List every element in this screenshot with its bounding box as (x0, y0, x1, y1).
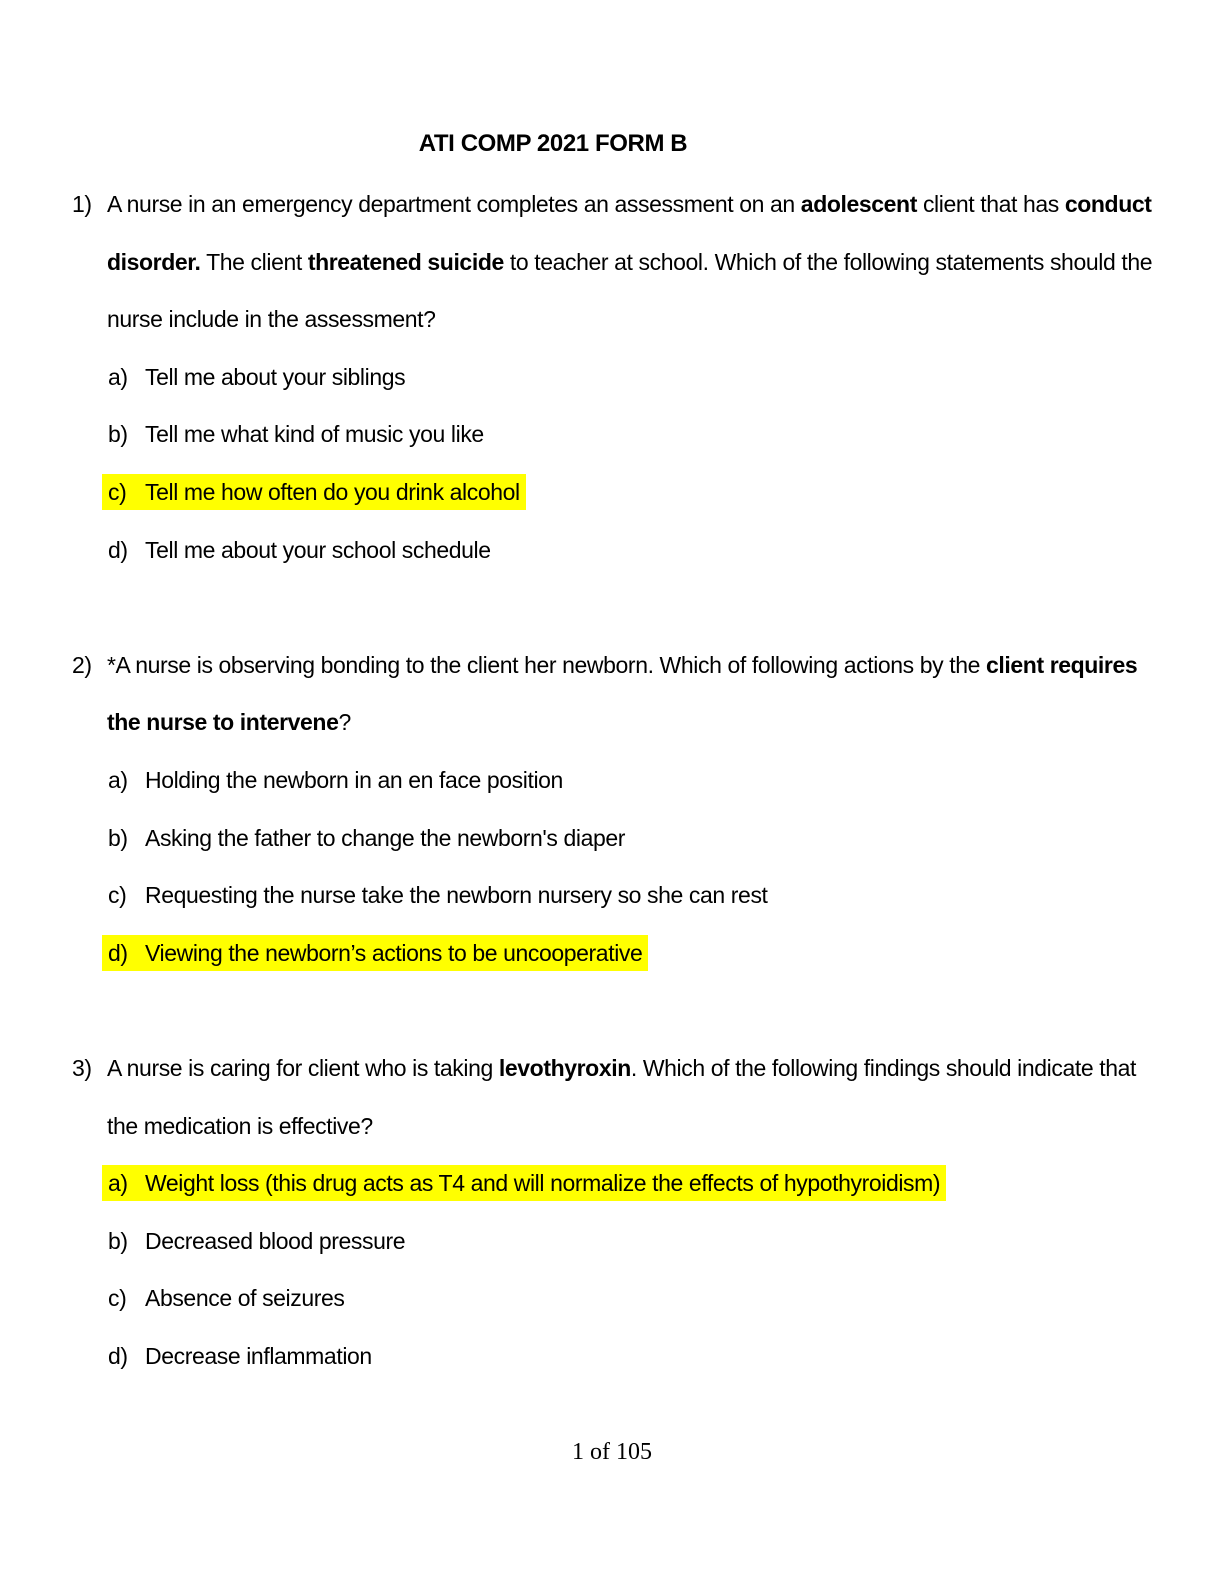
option-letter: c) (108, 1285, 127, 1312)
option-letter: c) (108, 882, 127, 909)
option-letter: d) (108, 536, 128, 563)
answer-wrap (108, 825, 625, 851)
question-stem-line (0, 234, 1224, 292)
stem-text: conduct (1064, 191, 1152, 217)
option-text: Asking the father to change the newborn's diaper (145, 824, 626, 851)
stem-text: client that has (916, 191, 1065, 217)
option-text: Tell me what kind of music you like (145, 421, 484, 448)
option-text: Holding the newborn in an en face position (145, 766, 563, 793)
option-letter: b) (108, 421, 128, 448)
stem-text: A nurse is caring for client who is taking (107, 1054, 499, 1081)
stem-text: disorder. (107, 248, 201, 275)
question-spacer (0, 982, 1224, 1040)
highlighted-answer (102, 474, 526, 510)
answer-option (0, 464, 1224, 522)
question-stem-line-first (0, 637, 1224, 695)
question-number: 2) (72, 651, 92, 678)
answer-option (0, 1155, 1224, 1213)
answer-option (0, 925, 1224, 983)
question-stem-line-first (0, 176, 1224, 234)
answer-option (0, 1270, 1224, 1328)
option-text: Viewing the newborn’s actions to be uncooperative (145, 939, 643, 966)
stem-text: *A nurse is observing bonding to the client her newborn. Which of following actions by the (107, 651, 987, 678)
answer-wrap (108, 537, 491, 563)
answer-option (0, 752, 1224, 810)
option-text: Decreased blood pressure (145, 1227, 406, 1254)
answer-option (0, 1328, 1224, 1386)
option-letter: a) (108, 363, 128, 390)
stem-text: the medication is effective? (107, 1112, 373, 1139)
stem-text: nurse include in the assessment? (107, 306, 436, 333)
stem-text: threatened suicide (307, 248, 504, 275)
option-letter: c) (108, 478, 127, 505)
answer-option (0, 349, 1224, 407)
question-number: 3) (72, 1054, 92, 1081)
option-letter: b) (108, 824, 128, 851)
option-text: Tell me how often do you drink alcohol (145, 478, 520, 505)
option-letter: d) (108, 939, 128, 966)
option-text: Requesting the nurse take the newborn nursery so she can rest (145, 882, 768, 909)
option-letter: b) (108, 1227, 128, 1254)
stem-text: ? (338, 709, 351, 736)
answer-wrap (108, 1343, 372, 1369)
question-number: 1) (72, 191, 92, 217)
answer-wrap (108, 767, 563, 793)
option-text: Absence of seizures (145, 1285, 345, 1312)
answer-option (0, 1213, 1224, 1271)
answer-option (0, 810, 1224, 868)
option-text: Tell me about your siblings (145, 363, 406, 390)
answer-wrap (108, 1285, 345, 1311)
stem-text: levothyroxin (498, 1054, 631, 1081)
question-stem-line (0, 694, 1224, 752)
question-stem-line-first (0, 1040, 1224, 1098)
option-text: Tell me about your school schedule (145, 536, 491, 563)
answer-wrap (108, 1228, 405, 1254)
option-text: Decrease inflammation (145, 1342, 372, 1369)
answer-wrap (108, 882, 768, 908)
answer-option (0, 867, 1224, 925)
stem-text: to teacher at school. Which of the following statements should the (503, 248, 1153, 275)
option-text: Weight loss (this drug acts as T4 and will normalize the effects of hypothyroidism) (145, 1170, 941, 1197)
document-title: ATI COMP 2021 FORM B (418, 130, 688, 157)
answer-wrap (108, 364, 405, 390)
question-spacer (0, 579, 1224, 637)
answer-option (0, 406, 1224, 464)
stem-text: client requires (986, 651, 1138, 678)
option-letter: a) (108, 766, 128, 793)
option-letter: d) (108, 1342, 128, 1369)
answer-wrap (108, 421, 484, 447)
highlighted-answer (102, 935, 648, 971)
highlighted-answer (102, 1165, 946, 1201)
questions (0, 176, 1224, 1385)
stem-text: A nurse in an emergency department completes an assessment on an (107, 191, 801, 217)
stem-text: adolescent (800, 191, 917, 217)
answer-option (0, 522, 1224, 580)
stem-text: . Which of the following findings should indicate that (630, 1054, 1137, 1081)
page-number: 1 of 105 (572, 1439, 652, 1465)
question-stem-line (0, 1098, 1224, 1156)
option-letter: a) (108, 1170, 128, 1197)
stem-text: The client (200, 248, 308, 275)
question-stem-line (0, 291, 1224, 349)
stem-text: the nurse to intervene (107, 709, 339, 736)
